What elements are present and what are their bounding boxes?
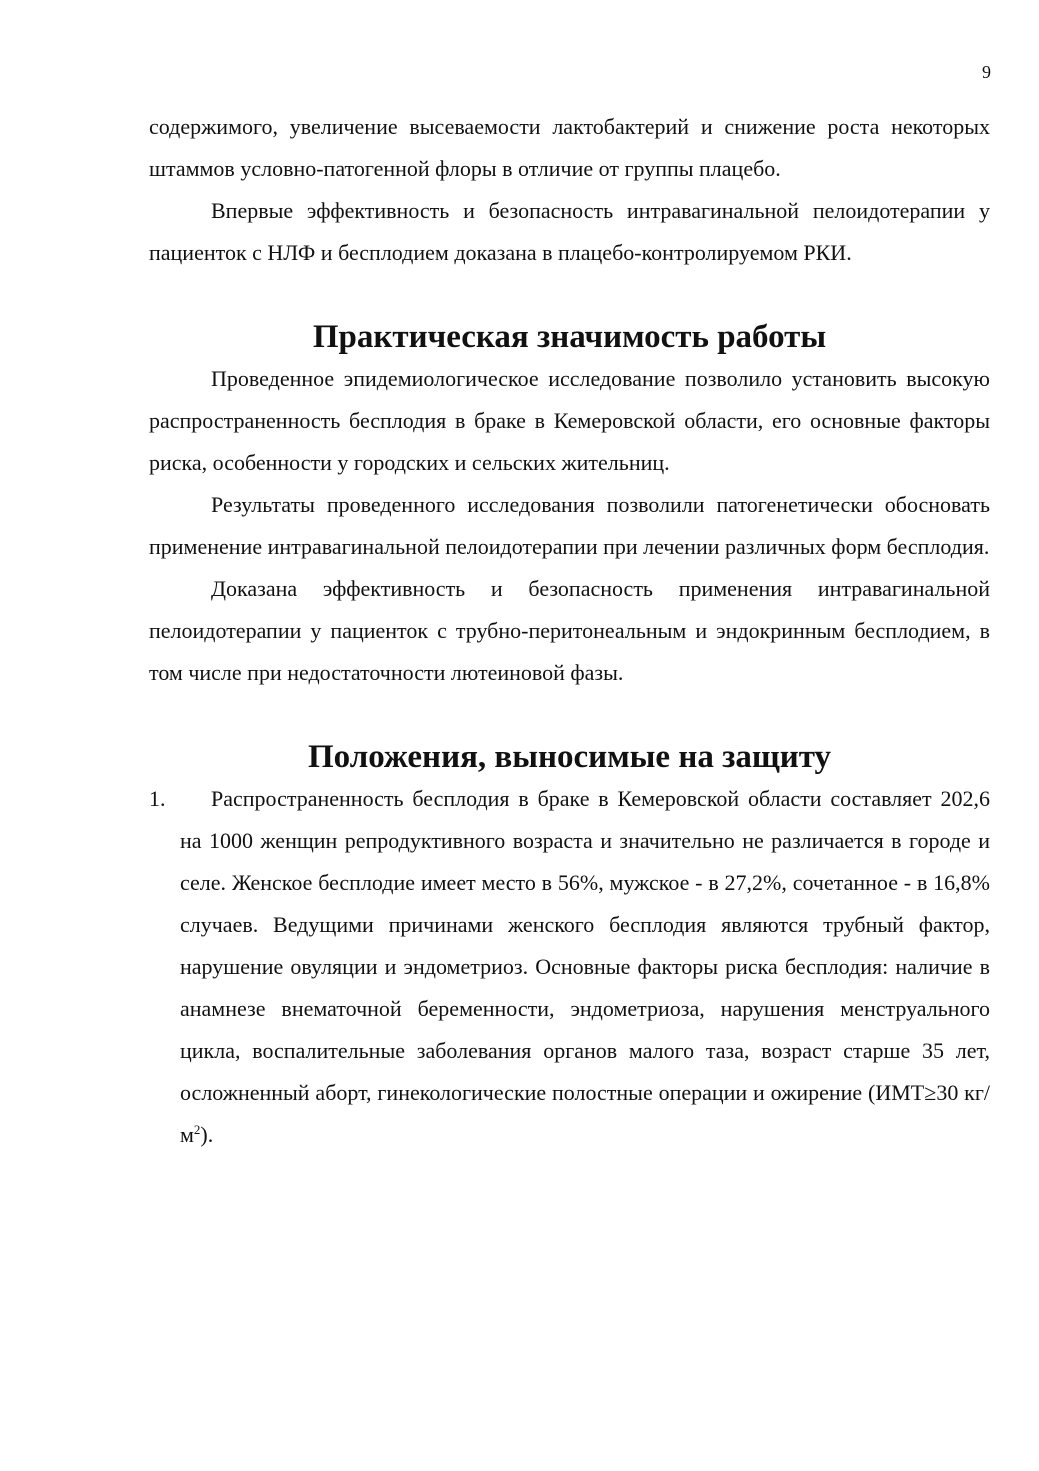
list-item-text	[180, 778, 990, 1156]
paragraph-continuation: содержимого, увеличение высеваемости лактобактерий и снижение роста некоторых штаммов условно-патогенной флоры в отличие от группы плацебо.	[149, 114, 990, 181]
section-heading-defense: Положения, выносимые на защиту	[307, 739, 832, 775]
list-item-body: Распространенность бесплодия в браке в Кемеровской области составляет 202,6 на 1000 женщин репродуктивного возраста и значительно не различается в городе и селе. Женское бесплодие имеет место в 56%, мужское - в 27,2%, сочетанное - в 16,8% случаев. Ведущими причинами женского бесплодия являются трубный фактор, нарушение овуляции и эндометриоз. Основные факторы риска бесплодия: наличие в анамнезе внематочной беременности, эндометриоза, нарушения менструального цикла, воспалительные заболевания органов малого таза, возраст старше 35 лет, осложненный аборт, гинекологические полостные операции и ожирение (ИМТ≥30 кг/м	[180, 786, 990, 1147]
page-number: 9	[982, 62, 991, 82]
paragraph-practical-2: Результаты проведенного исследования позволили патогенетически обосновать применение интравагинальной пелоидотерапии при лечении различных форм бесплодия.	[149, 492, 990, 559]
list-item-number: 1.	[149, 786, 166, 811]
list-item	[149, 778, 990, 1156]
section-heading-practical: Практическая значимость работы	[312, 319, 827, 355]
paragraph-practical-1: Проведенное эпидемиологическое исследование позволило установить высокую распространенность бесплодия в браке в Кемеровской области, его основные факторы риска, особенности у городских и сельских жительниц.	[149, 366, 990, 475]
spacer	[149, 274, 990, 316]
spacer	[149, 694, 990, 736]
list-item-tail: ).	[200, 1122, 214, 1147]
paragraph-novelty: Впервые эффективность и безопасность интравагинальной пелоидотерапии у пациенток с НЛФ и бесплодием доказана в плацебо-контролируемом РКИ.	[149, 198, 990, 265]
paragraph-practical-3: Доказана эффективность и безопасность применения интравагинальной пелоидотерапии у пациенток с трубно-перитонеальным и эндокринным бесплодием, в том числе при недостаточности лютеиновой фазы.	[149, 576, 990, 685]
superscript: 2	[193, 1122, 201, 1137]
document-body	[149, 106, 990, 1156]
